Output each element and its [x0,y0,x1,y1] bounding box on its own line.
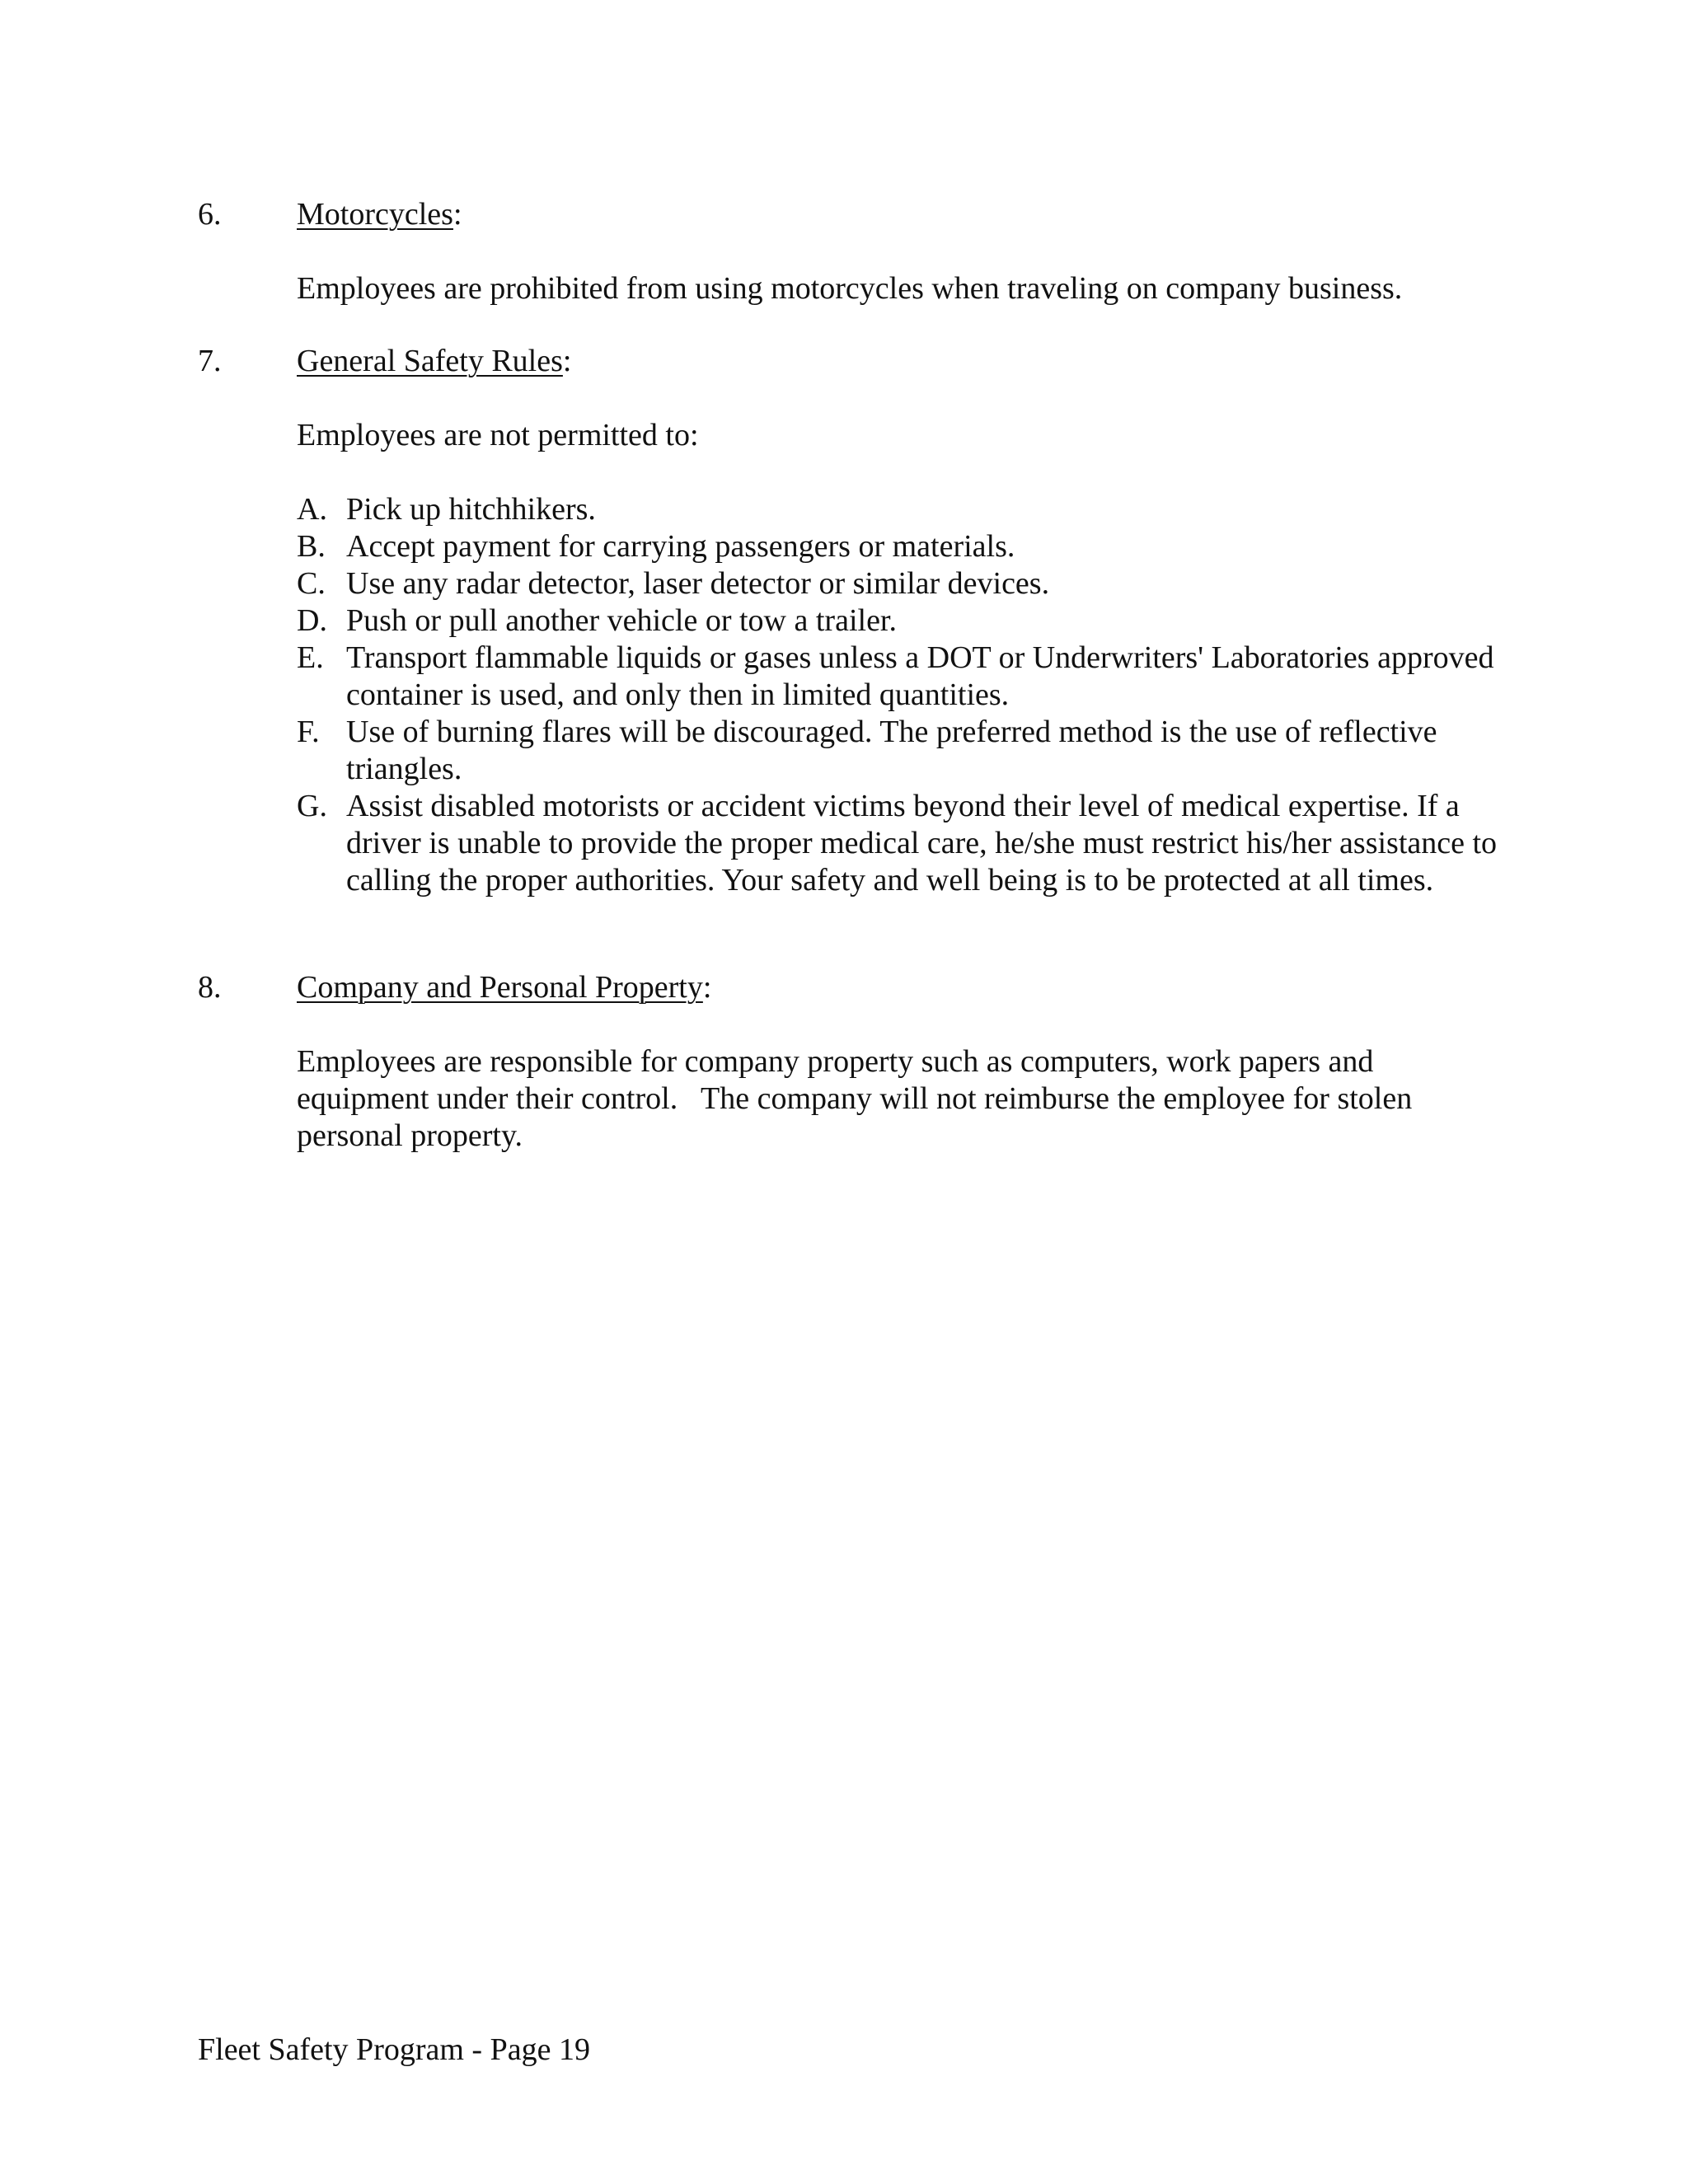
section-body: Employees are prohibited from using motorcycles when traveling on company business. [297,271,1403,306]
section-body: Employees are responsible for company property such as computers, work papers and equipment under their control. The company will not reimburse the employee for stolen personal property. [297,1044,1420,1153]
section-title: General Safety Rules [297,344,563,378]
section-number: 7. [198,344,222,378]
section-title: Company and Personal Property [297,970,703,1005]
list-text: Assist disabled motorists or accident victims beyond their level of medical expertise. If a driver is unable to provide the proper medical care, he/she must restrict his/her assistance to calling the proper authorities. Your safety and well being is to be protected at all times. [346,789,1498,898]
list-letter: B. [297,529,326,564]
title-colon: : [562,344,572,378]
rules-list [297,491,1500,899]
list-item [297,714,1500,788]
list-text: Accept payment for carrying passengers or materials. [346,529,1015,564]
title-colon: : [702,970,712,1005]
section-company-personal-property [198,969,1484,1155]
section-general-safety-rules [198,343,1498,899]
section-title: Motorcycles [297,197,453,232]
list-item [297,788,1500,899]
list-item [297,491,1500,528]
list-item [297,640,1500,714]
list-text: Transport flammable liquids or gases unless a DOT or Underwriters' Laboratories approved container is used, and only then in limited quantities. [346,640,1494,712]
title-colon: : [452,197,462,232]
section-motorcycles [198,196,1484,307]
list-item [297,602,1500,640]
section-heading [198,196,1484,233]
list-letter: D. [297,603,327,638]
list-text: Pick up hitchhikers. [346,492,596,527]
list-text: Push or pull another vehicle or tow a trailer. [346,603,897,638]
section-intro: Employees are not permitted to: [297,418,699,452]
section-number: 8. [198,970,222,1005]
section-heading [198,343,1484,380]
list-text: Use of burning flares will be discouraged. The preferred method is the use of reflective triangles. [346,715,1437,786]
list-letter: A. [297,492,327,527]
section-number: 6. [198,197,222,232]
list-letter: E. [297,640,324,675]
list-letter: C. [297,566,326,601]
section-heading [198,969,1484,1006]
list-item [297,528,1500,565]
list-item [297,565,1500,602]
page-footer: Fleet Safety Program - Page 19 [198,2032,590,2067]
list-letter: G. [297,789,327,823]
list-letter: F. [297,715,320,749]
list-text: Use any radar detector, laser detector or similar devices. [346,566,1050,601]
